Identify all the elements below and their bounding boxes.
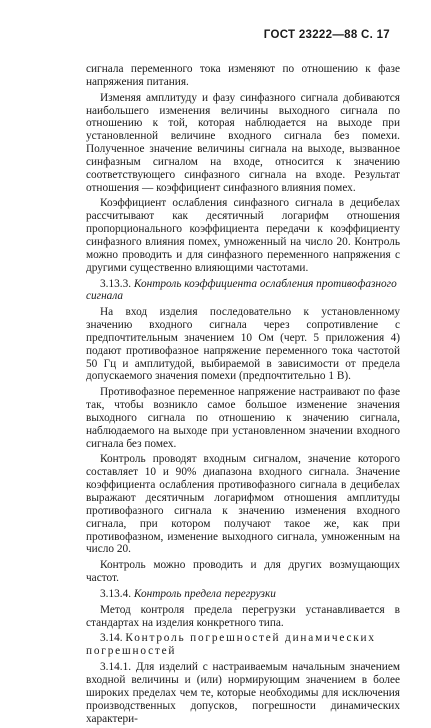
section-heading-3-13-4 (86, 588, 400, 601)
section-number: 3.14. (100, 632, 123, 645)
section-title: Контроль коэффициента ослабления противофазного сигнала (86, 277, 397, 303)
page-body (86, 63, 400, 728)
paragraph: Контроль проводят входным сигналом, значение которого составляет 10 и 90% диапазона входного сигнала. Значение коэффициента ослабления противофазного сигнала в децибелах выражают десятичным логарифмом отношения амплитуды противофазного сигнала к значению изменения входного сигнала, при котором получают такое же, как при противофазном, изменение выходного сигнала, умноженным на число 20. (86, 453, 400, 556)
section-title: Контроль погрешностей динамических погрешностей (86, 632, 376, 658)
paragraph: Изменяя амплитуду и фазу синфазного сигнала добиваются наибольшего изменения величины выходного сигнала по отношению к той, которая наблюдается на выходе при установленной величине входного сигнала без помехи. Полученное значение величины сигнала на выходе, вызванное синфазным сигналом на входе, относится к значению соответствующего синфазного сигнала на входе. Результат отношения — коэффициент синфазного влияния помех. (86, 91, 400, 194)
paragraph: Противофазное переменное напряжение настраивают по фазе так, чтобы возникло самое большое изменение значения выходного сигнала по отношению к значению сигнала, наблюдаемого на выходе при установленном значении входного сигнала без помех. (86, 386, 400, 450)
paragraph: Метод контроля предела перегрузки устанавливается в стандартах на изделия конкретного типа. (86, 603, 400, 629)
section-heading-3-13-3 (86, 278, 400, 304)
paragraph: На вход изделия последовательно к установленному значению входного сигнала через сопротивление с предпочтительным значением 10 Ом (черт. 5 приложения 4) подают противофазное напряжение переменного тока частотой 50 Гц и амплитудой, выбираемой в зависимости от предела допускаемого значения помехи (предпочтительно 1 В). (86, 306, 400, 383)
section-title: Контроль предела перегрузки (133, 587, 276, 600)
section-number: 3.13.4. (100, 587, 132, 600)
paragraph: сигнала переменного тока изменяют по отношению к фазе напряжения питания. (86, 63, 400, 88)
section-number: 3.13.3. (100, 277, 132, 290)
paragraph: 3.14.1. Для изделий с настраиваемым начальным значением входной величины и (или) нормирующим значением в более широких пределах чем те, которые необходимы для исключения производственных допусков, погрешности динамических характери- (86, 661, 400, 725)
section-heading-3-14 (86, 632, 400, 658)
page-header: ГОСТ 23222—88 С. 17 (263, 29, 390, 41)
paragraph: Коэффициент ослабления синфазного сигнала в децибелах рассчитывают как десятичный логарифм отношения пропорционального коэффициента передачи к коэффициенту синфазного влияния помех, умноженный на число 20. Контроль можно проводить и для синфазного переменного напряжения с другими существенно влияющими частотами. (86, 197, 400, 274)
paragraph: Контроль можно проводить и для других возмущающих частот. (86, 559, 400, 585)
